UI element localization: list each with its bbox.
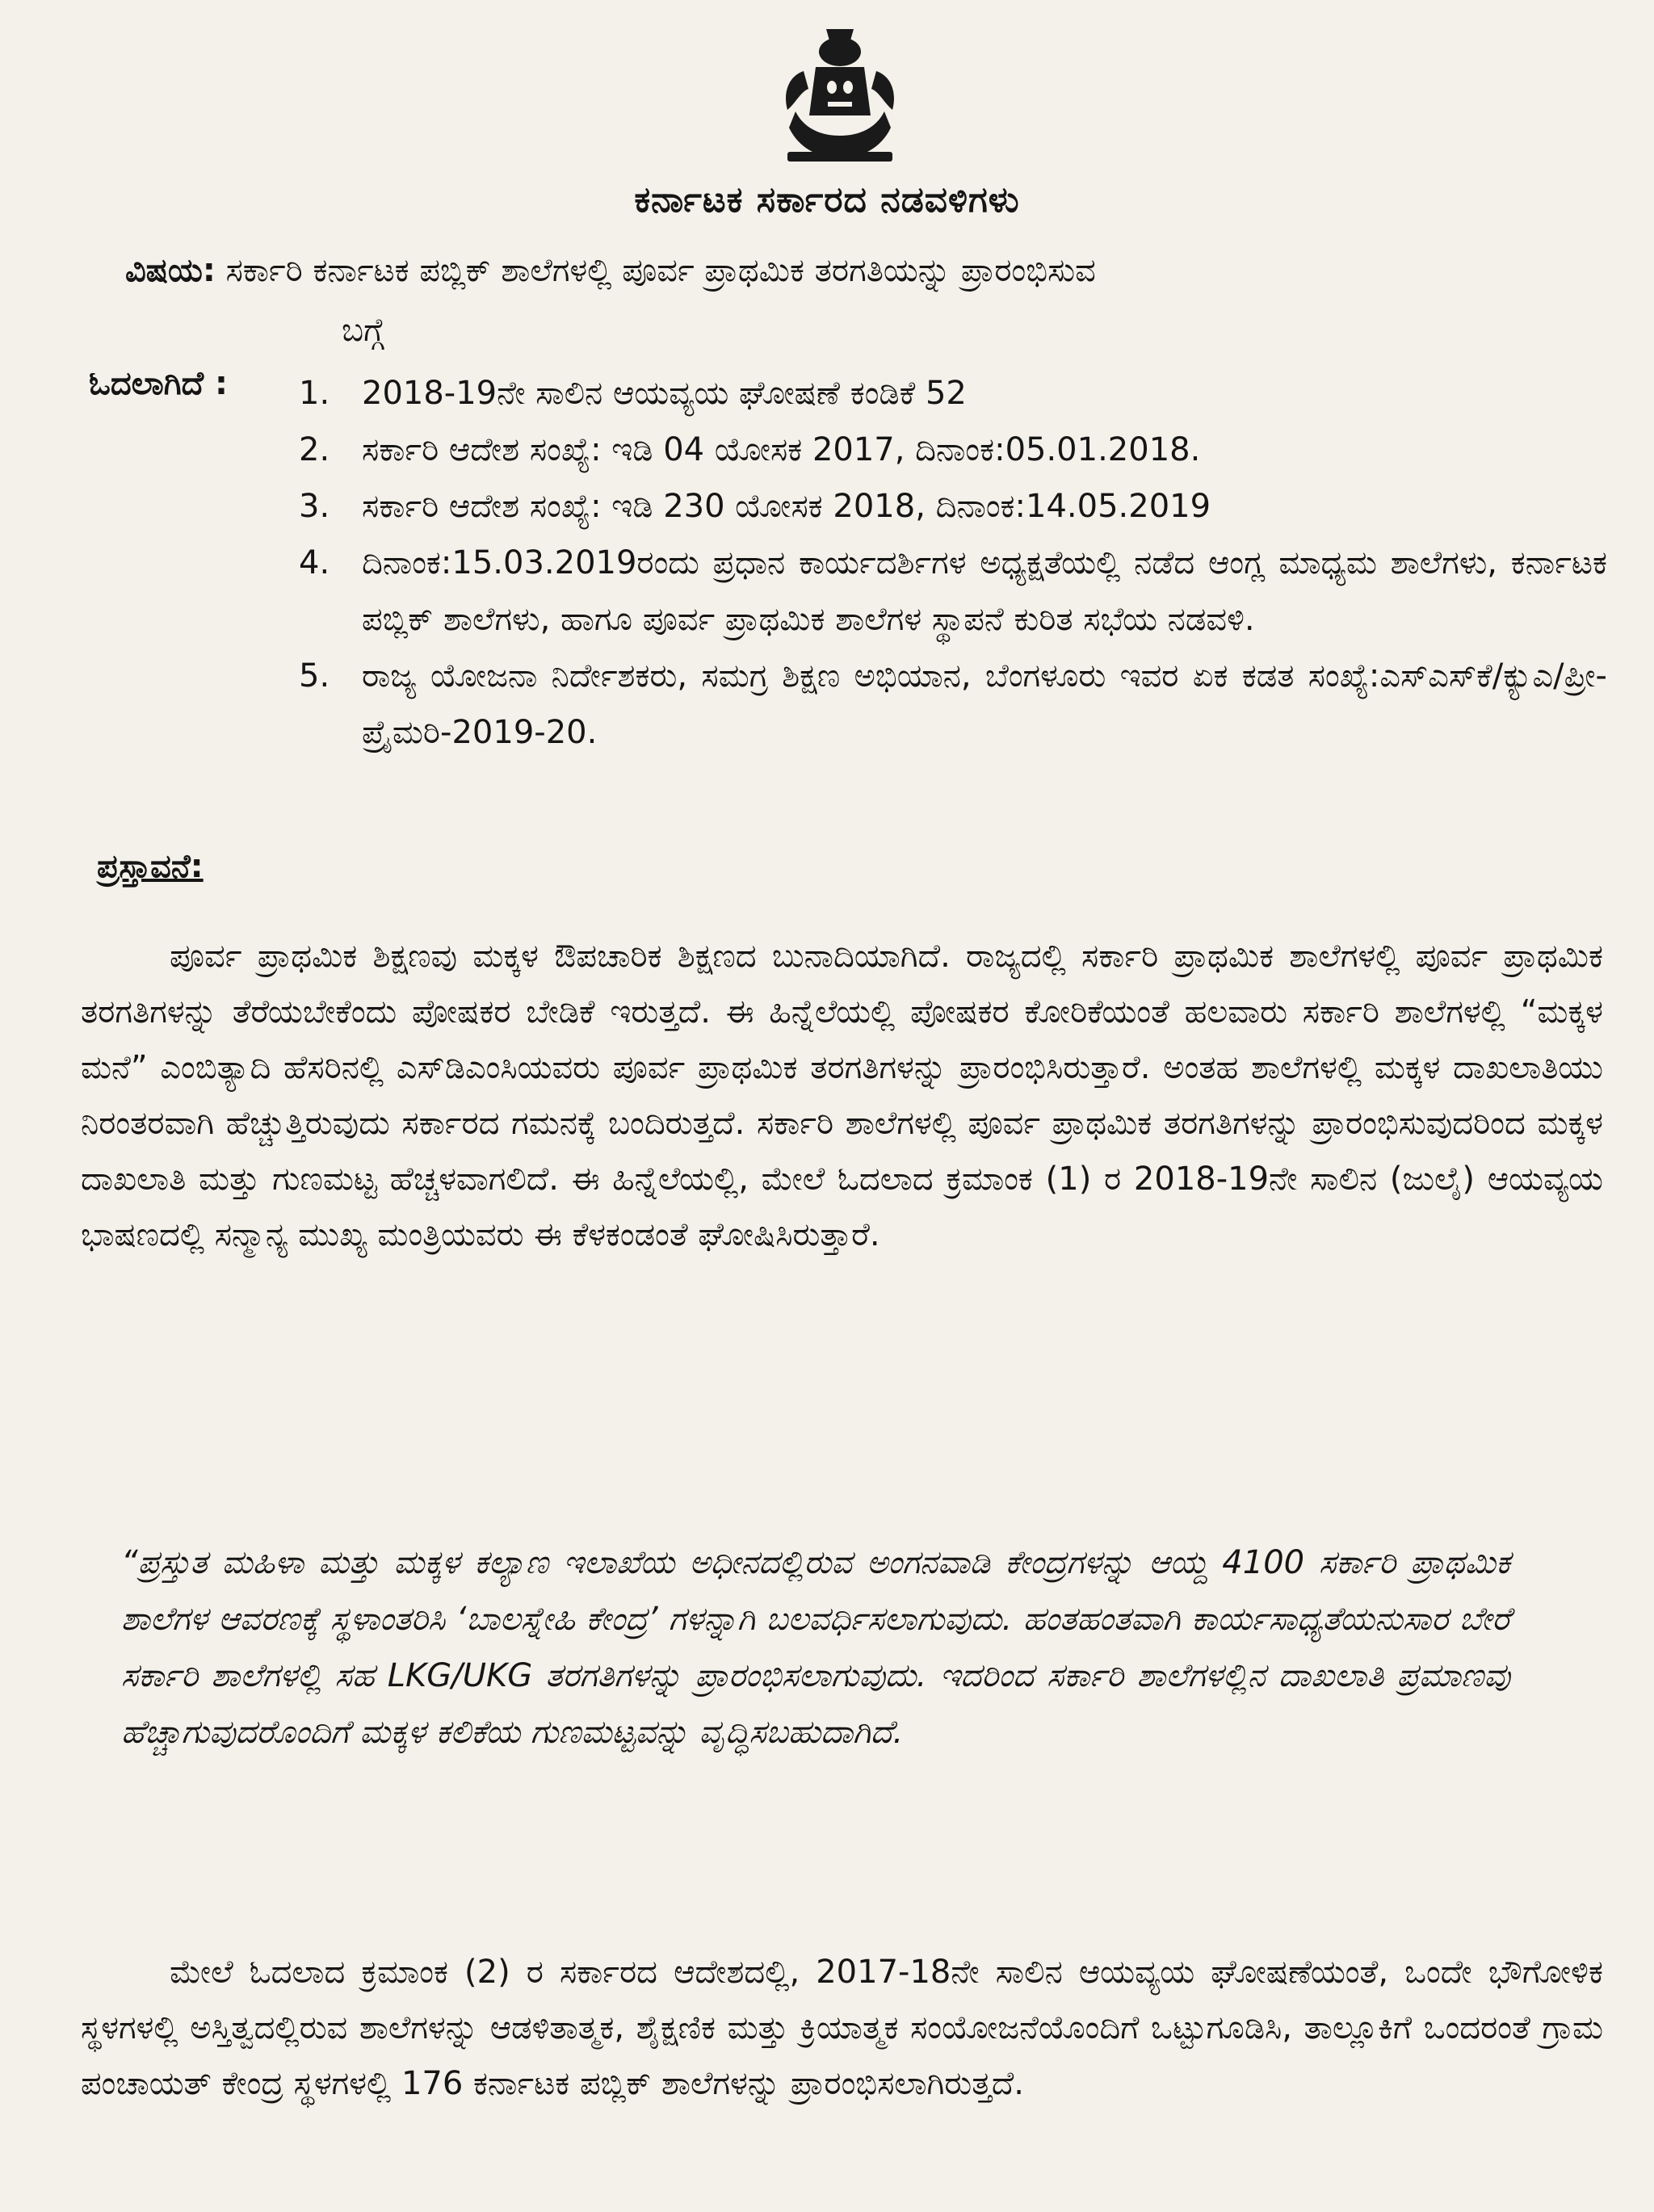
reference-item (299, 422, 1607, 478)
references-label: ಓದಲಾಗಿದೆ : (89, 365, 229, 402)
reference-item (299, 535, 1607, 648)
reference-text: 2018-19ನೇ ಸಾಲಿನ ಆಯವ್ಯಯ ಘೋಷಣೆ ಕಂಡಿಕೆ 52 (362, 375, 967, 412)
reference-number: 2. (299, 431, 330, 468)
reference-text: ಸರ್ಕಾರಿ ಆದೇಶ ಸಂಖ್ಯೆ: ಇಡಿ 04 ಯೋಸಕ 2017, ದಿನಾಂಕ:05.01.2018. (362, 431, 1201, 468)
reference-number: 3. (299, 488, 330, 525)
state-emblem-icon (771, 23, 909, 172)
reference-item (299, 365, 1607, 422)
preamble-paragraph-1: ಪೂರ್ವ ಪ್ರಾಥಮಿಕ ಶಿಕ್ಷಣವು ಮಕ್ಕಳ ಔಪಚಾರಿಕ ಶಿಕ್ಷಣದ ಬುನಾದಿಯಾಗಿದೆ. ರಾಜ್ಯದಲ್ಲಿ ಸರ್ಕಾರಿ ಪ್ರಾಥಮಿಕ ಶಾಲೆಗಳಲ್ಲಿ ಪೂರ್ವ ಪ್ರಾಥಮಿಕ ತರಗತಿಗಳನ್ನು ತೆರೆಯಬೇಕೆಂದು ಪೋಷಕರ ಬೇಡಿಕೆ ಇರುತ್ತದೆ. ಈ ಹಿನ್ನೆಲೆಯಲ್ಲಿ ಪೋಷಕರ ಕೋರಿಕೆಯಂತೆ ಹಲವಾರು ಸರ್ಕಾರಿ ಶಾಲೆಗಳಲ್ಲಿ “ಮಕ್ಕಳ ಮನೆ” ಎಂಬಿತ್ಯಾದಿ ಹೆಸರಿನಲ್ಲಿ ಎಸ್‌ಡಿಎಂಸಿಯವರು ಪೂರ್ವ ಪ್ರಾಥಮಿಕ ತರಗತಿಗಳನ್ನು ಪ್ರಾರಂಭಿಸಿರುತ್ತಾರೆ. ಅಂತಹ ಶಾಲೆಗಳಲ್ಲಿ ಮಕ್ಕಳ ದಾಖಲಾತಿಯು ನಿರಂತರವಾಗಿ ಹೆಚ್ಚುತ್ತಿರುವುದು ಸರ್ಕಾರದ ಗಮನಕ್ಕೆ ಬಂದಿರುತ್ತದೆ. ಸರ್ಕಾರಿ ಶಾಲೆಗಳಲ್ಲಿ ಪೂರ್ವ ಪ್ರಾಥಮಿಕ ತರಗತಿಗಳನ್ನು ಪ್ರಾರಂಭಿಸುವುದರಿಂದ ಮಕ್ಕಳ ದಾಖಲಾತಿ ಮತ್ತು ಗುಣಮಟ್ಟ ಹೆಚ್ಚಳವಾಗಲಿದೆ. ಈ ಹಿನ್ನೆಲೆಯಲ್ಲಿ, ಮೇಲೆ ಓದಲಾದ ಕ್ರಮಾಂಕ (1) ರ 2018-19ನೇ ಸಾಲಿನ (ಜುಲೈ) ಆಯವ್ಯಯ ಭಾಷಣದಲ್ಲಿ ಸನ್ಮಾನ್ಯ ಮುಖ್ಯ ಮಂತ್ರಿಯವರು ಈ ಕೆಳಕಂಡಂತೆ ಘೋಷಿಸಿರುತ್ತಾರೆ. (81, 938, 1603, 1253)
subject-block (125, 241, 1603, 360)
reference-text: ಸರ್ಕಾರಿ ಆದೇಶ ಸಂಖ್ಯೆ: ಇಡಿ 230 ಯೋಸಕ 2018, ದಿನಾಂಕ:14.05.2019 (362, 488, 1211, 525)
reference-text: ದಿನಾಂಕ:15.03.2019ರಂದು ಪ್ರಧಾನ ಕಾರ್ಯದರ್ಶಿಗಳ ಅಧ್ಯಕ್ಷತೆಯಲ್ಲಿ ನಡೆದ ಆಂಗ್ಲ ಮಾಧ್ಯಮ ಶಾಲೆಗಳು, ಕರ್ನಾಟಕ ಪಬ್ಲಿಕ್ ಶಾಲೆಗಳು, ಹಾಗೂ ಪೂರ್ವ ಪ್ರಾಥಮಿಕ ಶಾಲೆಗಳ ಸ್ಥಾಪನೆ ಕುರಿತ ಸಭೆಯ ನಡವಳಿ. (362, 544, 1607, 638)
subject-text-line2: ಬಗ್ಗೆ (342, 312, 384, 349)
reference-text: ರಾಜ್ಯ ಯೋಜನಾ ನಿರ್ದೇಶಕರು, ಸಮಗ್ರ ಶಿಕ್ಷಣ ಅಭಿಯಾನ, ಬೆಂಗಳೂರು ಇವರ ಏಕ ಕಡತ ಸಂಖ್ಯೆ:ಎಸ್‌ಎಸ್‌ಕೆ/ಕ್ಯುಎ/ಪ್ರೀ-ಪ್ರೈಮರಿ-2019-20. (362, 657, 1607, 751)
reference-item (299, 648, 1607, 761)
preamble-paragraph-2: ಮೇಲೆ ಓದಲಾದ ಕ್ರಮಾಂಕ (2) ರ ಸರ್ಕಾರದ ಆದೇಶದಲ್ಲಿ, 2017-18ನೇ ಸಾಲಿನ ಆಯವ್ಯಯ ಘೋಷಣೆಯಂತೆ, ಒಂದೇ ಭೌಗೋಳಿಕ ಸ್ಥಳಗಳಲ್ಲಿ ಅಸ್ತಿತ್ವದಲ್ಲಿರುವ ಶಾಲೆಗಳನ್ನು ಆಡಳಿತಾತ್ಮಕ, ಶೈಕ್ಷಣಿಕ ಮತ್ತು ಕ್ರಿಯಾತ್ಮಕ ಸಂಯೋಜನೆಯೊಂದಿಗೆ ಒಟ್ಟುಗೂಡಿಸಿ, ತಾಲ್ಲೂಕಿಗೆ ಒಂದರಂತೆ ಗ್ರಾಮ ಪಂಚಾಯತ್ ಕೇಂದ್ರ ಸ್ಥಳಗಳಲ್ಲಿ 176 ಕರ್ನಾಟಕ ಪಬ್ಲಿಕ್ ಶಾಲೆಗಳನ್ನು ಪ್ರಾರಂಭಿಸಲಾಗಿರುತ್ತದೆ. (81, 1954, 1603, 2102)
preamble-heading: ಪ್ರಸ್ತಾವನೆ: (97, 848, 204, 885)
budget-quote: “ಪ್ರಸ್ತುತ ಮಹಿಳಾ ಮತ್ತು ಮಕ್ಕಳ ಕಲ್ಯಾಣ ಇಲಾಖೆಯ ಅಧೀನದಲ್ಲಿರುವ ಅಂಗನವಾಡಿ ಕೇಂದ್ರಗಳನ್ನು ಆಯ್ದ 4100 ಸರ್ಕಾರಿ ಪ್ರಾಥಮಿಕ ಶಾಲೆಗಳ ಆವರಣಕ್ಕೆ ಸ್ಥಳಾಂತರಿಸಿ ‘ಬಾಲಸ್ನೇಹಿ ಕೇಂದ್ರ’ ಗಳನ್ನಾಗಿ ಬಲವರ್ಧಿಸಲಾಗುವುದು. ಹಂತಹಂತವಾಗಿ ಕಾರ್ಯಸಾಧ್ಯತೆಯನುಸಾರ ಬೇರೆ ಸರ್ಕಾರಿ ಶಾಲೆಗಳಲ್ಲಿ ಸಹ LKG/UKG ತರಗತಿಗಳನ್ನು ಪ್ರಾರಂಭಿಸಲಾಗುವುದು. ಇದರಿಂದ ಸರ್ಕಾರಿ ಶಾಲೆಗಳಲ್ಲಿನ ದಾಖಲಾತಿ ಪ್ರಮಾಣವು ಹೆಚ್ಚಾಗುವುದರೊಂದಿಗೆ ಮಕ್ಕಳ ಕಲಿಕೆಯ ಗುಣಮಟ್ಟವನ್ನು ವೃದ್ಧಿಸಬಹುದಾಗಿದೆ. (121, 1544, 1510, 1751)
reference-number: 1. (299, 375, 330, 412)
subject-label: ವಿಷಯ: (125, 252, 216, 289)
reference-item (299, 478, 1607, 535)
reference-number: 4. (299, 544, 330, 581)
subject-text-line1: ಸರ್ಕಾರಿ ಕರ್ನಾಟಕ ಪಬ್ಲಿಕ್ ಶಾಲೆಗಳಲ್ಲಿ ಪೂರ್ವ ಪ್ರಾಥಮಿಕ ತರಗತಿಯನ್ನು ಪ್ರಾರಂಭಿಸುವ (225, 252, 1096, 289)
references-list (299, 365, 1607, 761)
reference-number: 5. (299, 657, 330, 695)
document-title: ಕರ್ನಾಟಕ ಸರ್ಕಾರದ ನಡವಳಿಗಳು (634, 179, 1020, 220)
